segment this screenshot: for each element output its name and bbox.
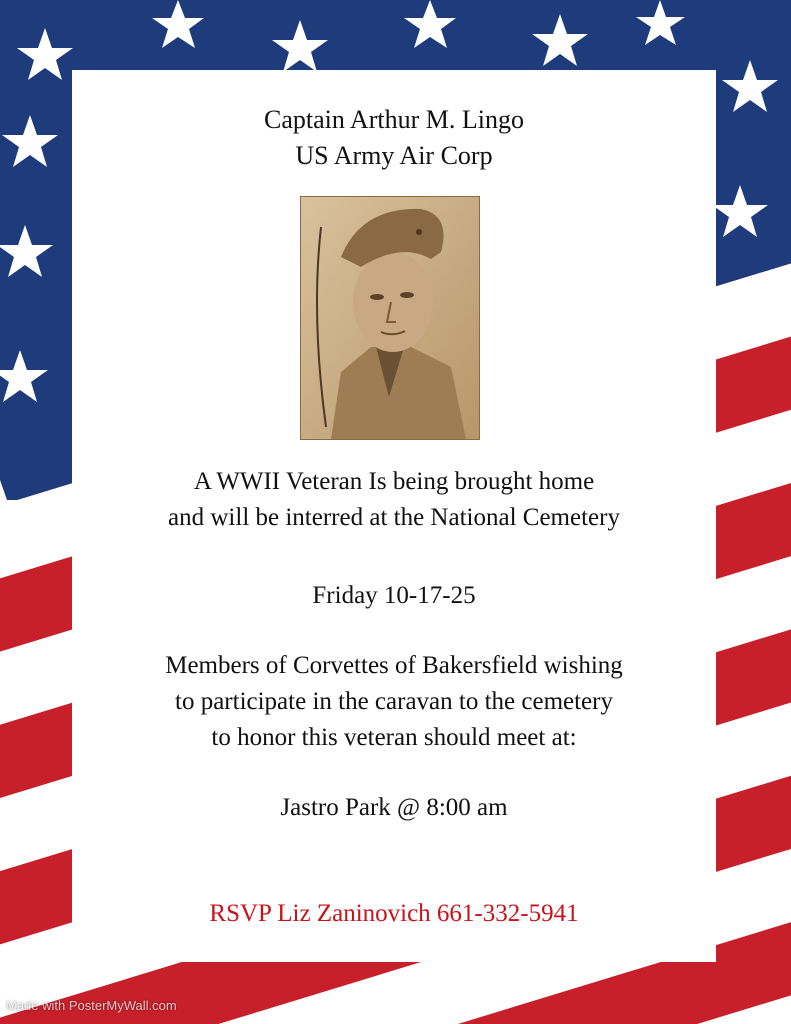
flyer-card	[72, 70, 716, 962]
announcement-line-2: and will be interred at the National Cemetery	[168, 504, 620, 531]
invitation-line-1: Members of Corvettes of Bakersfield wishing	[165, 652, 623, 679]
meeting-location: Jastro Park @ 8:00 am	[280, 794, 508, 821]
watermark-text: Made with PosterMyWall.com	[6, 998, 177, 1013]
veteran-portrait-photo	[300, 196, 480, 440]
rsvp-contact: RSVP Liz Zaninovich 661-332-5941	[209, 900, 579, 927]
invitation	[72, 648, 716, 756]
announcement-line-1: A WWII Veteran Is being brought home	[193, 468, 595, 495]
flyer-header	[72, 102, 716, 174]
veteran-name: Captain Arthur M. Lingo	[264, 105, 524, 134]
veteran-unit: US Army Air Corp	[295, 141, 493, 170]
invitation-line-2: to participate in the caravan to the cemetery	[175, 688, 613, 715]
announcement	[72, 464, 716, 536]
invitation-line-3: to honor this veteran should meet at:	[211, 724, 577, 751]
event-date: Friday 10-17-25	[312, 582, 476, 609]
